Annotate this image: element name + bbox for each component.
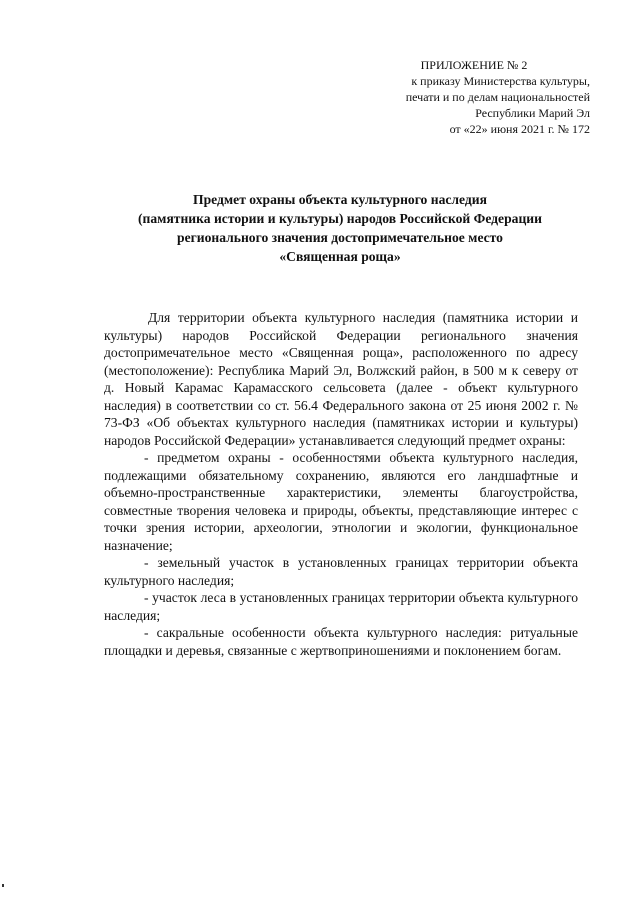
intro-paragraph: Для территории объекта культурного наследия (памятника истории и культуры) народов Российской Федерации регионального значения достопримечательное место «Священная роща», расположенного по адресу (местоположение): Республика Марий Эл, Волжский район, в 500 м к северу от д. Новый Карамас Карамасского сельсовета (далее - объект культурного наследия) в соответствии со ст. 56.4 Федерального закона от 25 июня 2002 г. № 73-ФЗ «Об объектах культурного наследия (памятниках истории и культуры) народов Российской Федерации» устанавливается следующий предмет охраны: xyxy=(104,310,578,448)
appendix-line: к приказу Министерства культуры, xyxy=(411,74,590,88)
title-line: (памятника истории и культуры) народов Российской Федерации xyxy=(138,211,542,226)
protection-item: - предметом охраны - особенностями объекта культурного наследия, подлежащими обязательному сохранению, являются его ландшафтные и объемно-пространственные характеристики, элементы благоустройства, совместные творения человека и природы, объекты, представляющие интерес с точки зрения истории, археологии, этнологии и экологии, функциональное назначение; xyxy=(104,450,578,553)
document-body xyxy=(104,309,578,659)
appendix-line: Республики Марий Эл xyxy=(475,106,590,120)
appendix-line: от «22» июня 2021 г. № 172 xyxy=(449,122,590,136)
scan-artifact xyxy=(2,884,4,887)
appendix-title: ПРИЛОЖЕНИЕ № 2 xyxy=(420,58,528,72)
appendix-header xyxy=(330,57,590,137)
appendix-line: печати и по делам национальностей xyxy=(405,90,590,104)
title-line: регионального значения достопримечательное место xyxy=(177,230,503,245)
title-line: Предмет охраны объекта культурного наследия xyxy=(193,192,487,207)
protection-item: - земельный участок в установленных границах территории объекта культурного наследия; xyxy=(104,555,578,588)
protection-item: - сакральные особенности объекта культурного наследия: ритуальные площадки и деревья, связанные с жертвоприношениями и поклонением богам. xyxy=(104,625,578,658)
title-line: «Священная роща» xyxy=(279,249,401,264)
document-title xyxy=(90,190,590,266)
protection-item: - участок леса в установленных границах территории объекта культурного наследия; xyxy=(104,590,578,623)
